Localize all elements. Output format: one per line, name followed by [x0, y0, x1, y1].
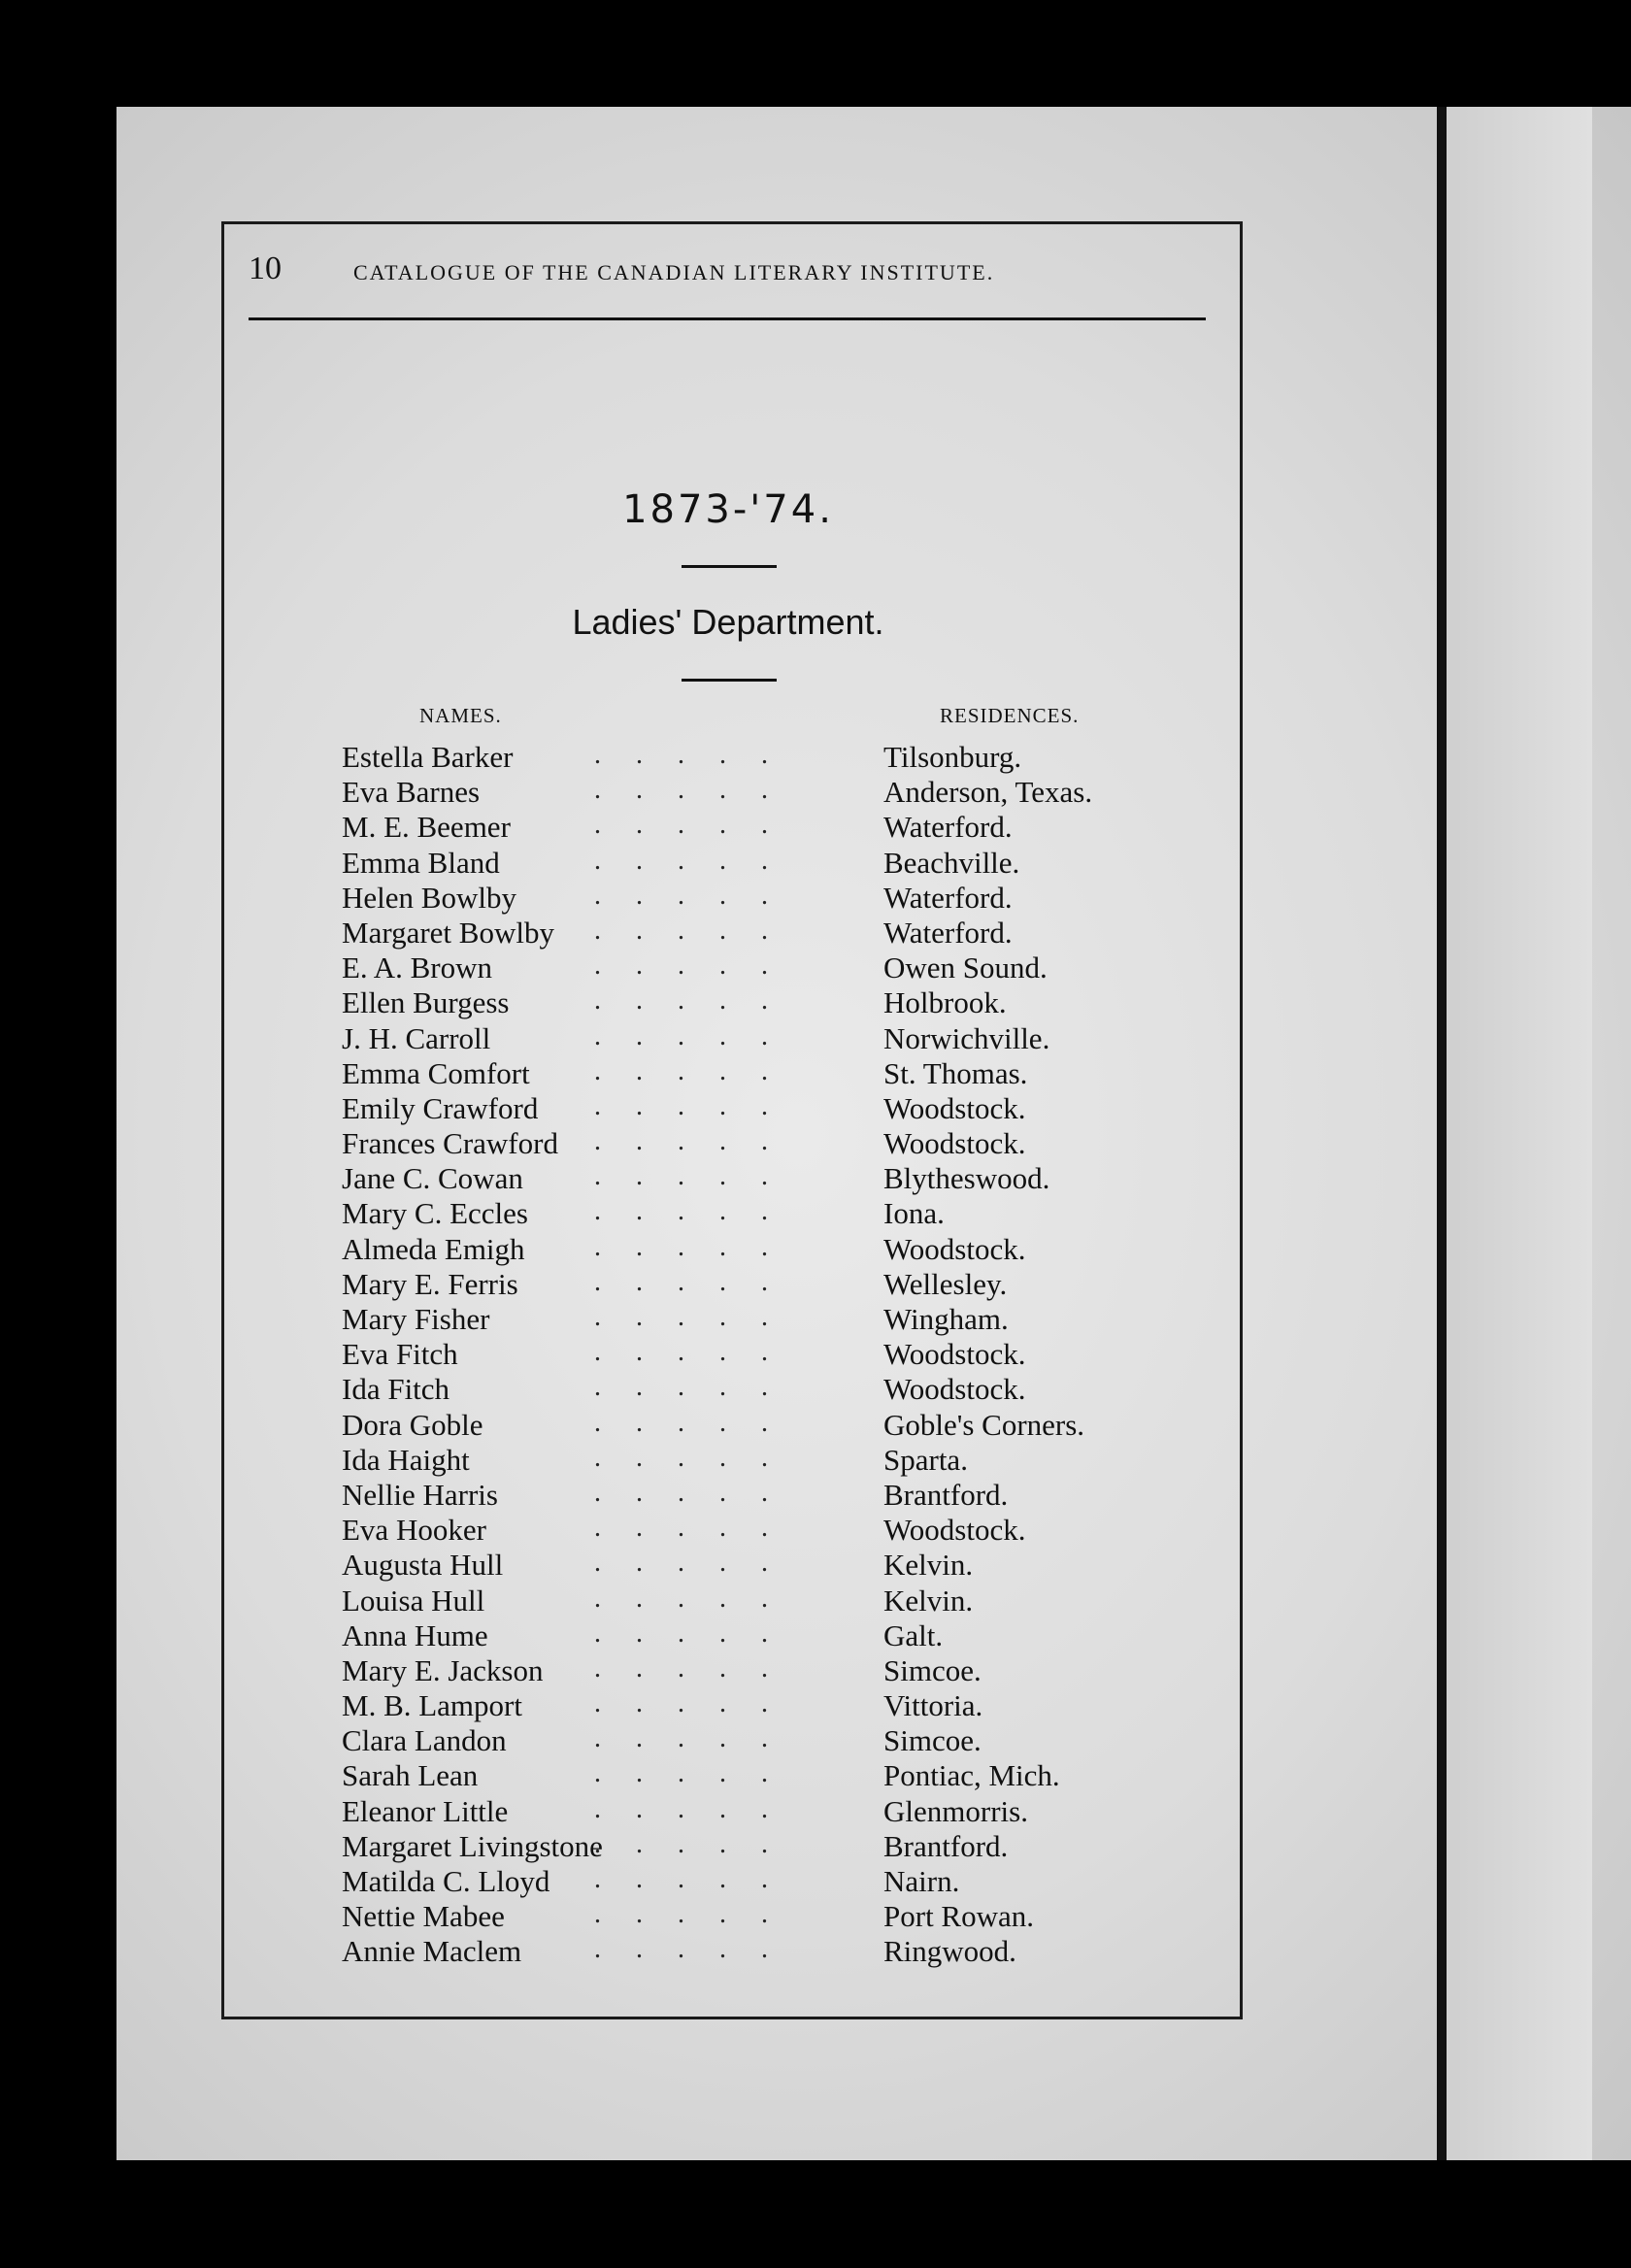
leader-dots: ..... — [594, 1442, 803, 1473]
student-residence: St. Thomas. — [883, 1055, 1028, 1090]
student-residence: Kelvin. — [883, 1583, 974, 1618]
student-residence: Nairn. — [883, 1864, 960, 1898]
student-residence: Wingham. — [883, 1302, 1009, 1336]
list-item — [342, 1829, 1177, 1864]
leader-dots: ..... — [594, 1407, 803, 1438]
column-header-names: NAMES. — [419, 704, 502, 727]
leader-dots: ..... — [594, 1688, 803, 1719]
leader-dots: ..... — [594, 1828, 803, 1859]
leader-dots: ..... — [594, 915, 803, 946]
leader-dots: ..... — [594, 1372, 803, 1403]
binding-fold — [1437, 107, 1447, 2160]
student-name: Eva Fitch — [342, 1337, 458, 1372]
leader-dots: ..... — [594, 1161, 803, 1192]
running-header — [249, 250, 1210, 289]
leader-dots: ..... — [594, 951, 803, 982]
student-name: Matilda C. Lloyd — [342, 1864, 550, 1898]
list-item — [342, 1408, 1177, 1443]
list-item — [342, 1056, 1177, 1091]
list-item — [342, 1478, 1177, 1513]
student-name: M. B. Lamport — [342, 1688, 522, 1723]
list-item — [342, 810, 1177, 845]
student-name: Eva Hooker — [342, 1513, 486, 1548]
student-residence: Goble's Corners. — [883, 1407, 1085, 1442]
leader-dots: ..... — [594, 845, 803, 876]
student-name: Clara Landon — [342, 1723, 507, 1758]
leader-dots: ..... — [594, 880, 803, 911]
leader-dots: ..... — [594, 1126, 803, 1157]
leader-dots: ..... — [594, 1231, 803, 1262]
list-item — [342, 1653, 1177, 1688]
student-name: Ida Fitch — [342, 1372, 450, 1407]
list-item — [342, 1584, 1177, 1618]
student-name: Ellen Burgess — [342, 985, 510, 1020]
student-residence: Sparta. — [883, 1442, 968, 1477]
student-residence: Vittoria. — [883, 1688, 983, 1723]
list-item — [342, 1161, 1177, 1196]
list-item — [342, 1513, 1177, 1548]
student-name: Margaret Livingstone — [342, 1828, 603, 1863]
leader-dots: ..... — [594, 1723, 803, 1754]
leader-dots: ..... — [594, 1618, 803, 1649]
student-name: Jane C. Cowan — [342, 1161, 523, 1196]
leader-dots: ..... — [594, 1266, 803, 1297]
leader-dots: ..... — [594, 1583, 803, 1614]
student-residence: Brantford. — [883, 1828, 1009, 1863]
student-residence: Wellesley. — [883, 1266, 1008, 1301]
list-item — [342, 1021, 1177, 1056]
section-year: 1873-'74. — [622, 487, 834, 532]
student-residence: Tilsonburg. — [883, 740, 1022, 774]
student-residence: Anderson, Texas. — [883, 775, 1093, 810]
list-item — [342, 775, 1177, 810]
leader-dots: ..... — [594, 1302, 803, 1332]
list-item — [342, 1548, 1177, 1583]
header-rule — [249, 317, 1206, 320]
list-item — [342, 916, 1177, 951]
student-name: Emma Bland — [342, 845, 500, 880]
list-item — [342, 1267, 1177, 1302]
student-name: Louisa Hull — [342, 1583, 485, 1618]
list-item — [342, 846, 1177, 881]
column-header-residences: RESIDENCES. — [940, 704, 1080, 727]
leader-dots: ..... — [594, 740, 803, 770]
student-residence: Waterford. — [883, 880, 1013, 915]
list-item — [342, 1126, 1177, 1161]
student-name: Nellie Harris — [342, 1477, 498, 1512]
leader-dots: ..... — [594, 775, 803, 806]
list-item — [342, 1091, 1177, 1126]
leader-dots: ..... — [594, 1477, 803, 1508]
section-title: Ladies' Department. — [572, 602, 884, 642]
student-residence: Simcoe. — [883, 1652, 982, 1687]
list-item — [342, 1337, 1177, 1372]
student-name: Dora Goble — [342, 1407, 483, 1442]
student-name: Sarah Lean — [342, 1758, 479, 1793]
student-name: Margaret Bowlby — [342, 915, 554, 950]
year-rule — [682, 565, 777, 568]
student-name: Frances Crawford — [342, 1126, 558, 1161]
student-name: Emma Comfort — [342, 1055, 530, 1090]
student-name: Mary E. Ferris — [342, 1266, 518, 1301]
leader-dots: ..... — [594, 810, 803, 841]
student-name: Almeda Emigh — [342, 1231, 525, 1266]
student-residence: Woodstock. — [883, 1126, 1026, 1161]
list-item — [342, 1864, 1177, 1899]
leader-dots: ..... — [594, 1934, 803, 1965]
student-residence: Simcoe. — [883, 1723, 982, 1758]
running-title: CATALOGUE OF THE CANADIAN LITERARY INSTITUTE. — [353, 260, 995, 284]
student-name: Mary C. Eccles — [342, 1196, 528, 1231]
student-name: Mary E. Jackson — [342, 1652, 544, 1687]
student-name: Augusta Hull — [342, 1548, 504, 1583]
leader-dots: ..... — [594, 1055, 803, 1086]
student-residence: Waterford. — [883, 810, 1013, 845]
list-item — [342, 740, 1177, 775]
student-residence: Blytheswood. — [883, 1161, 1050, 1196]
title-rule — [682, 679, 777, 682]
student-residence: Beachville. — [883, 845, 1020, 880]
facing-page-edge — [1447, 107, 1592, 2160]
list-item — [342, 1899, 1177, 1934]
leader-dots: ..... — [594, 1548, 803, 1579]
leader-dots: ..... — [594, 1196, 803, 1227]
student-residence: Port Rowan. — [883, 1899, 1034, 1934]
student-residence: Owen Sound. — [883, 951, 1048, 985]
student-residence: Norwichville. — [883, 1020, 1050, 1055]
student-list — [342, 740, 1177, 1970]
student-name: Helen Bowlby — [342, 880, 516, 915]
student-name: Mary Fisher — [342, 1302, 490, 1336]
list-item — [342, 1302, 1177, 1337]
student-residence: Iona. — [883, 1196, 945, 1231]
leader-dots: ..... — [594, 1090, 803, 1121]
student-residence: Pontiac, Mich. — [883, 1758, 1060, 1793]
student-residence: Kelvin. — [883, 1548, 974, 1583]
list-item — [342, 1723, 1177, 1758]
student-name: Annie Maclem — [342, 1934, 522, 1969]
list-item — [342, 1758, 1177, 1793]
student-name: J. H. Carroll — [342, 1020, 491, 1055]
student-residence: Galt. — [883, 1618, 944, 1652]
leader-dots: ..... — [594, 1513, 803, 1544]
page-number: 10 — [249, 250, 282, 286]
student-name: M. E. Beemer — [342, 810, 511, 845]
student-name: E. A. Brown — [342, 951, 492, 985]
leader-dots: ..... — [594, 1864, 803, 1894]
list-item — [342, 951, 1177, 985]
student-residence: Holbrook. — [883, 985, 1007, 1020]
student-name: Emily Crawford — [342, 1090, 539, 1125]
leader-dots: ..... — [594, 1337, 803, 1368]
list-item — [342, 1618, 1177, 1653]
student-residence: Woodstock. — [883, 1337, 1026, 1372]
student-name: Estella Barker — [342, 740, 514, 774]
student-residence: Ringwood. — [883, 1934, 1016, 1969]
list-item — [342, 985, 1177, 1020]
student-name: Nettie Mabee — [342, 1899, 505, 1934]
student-residence: Woodstock. — [883, 1231, 1026, 1266]
student-name: Anna Hume — [342, 1618, 488, 1652]
list-item — [342, 1372, 1177, 1407]
student-name: Eva Barnes — [342, 775, 481, 810]
list-item — [342, 881, 1177, 916]
list-item — [342, 1688, 1177, 1723]
list-item — [342, 1934, 1177, 1969]
list-item — [342, 1196, 1177, 1231]
list-item — [342, 1443, 1177, 1478]
student-residence: Woodstock. — [883, 1513, 1026, 1548]
student-name: Ida Haight — [342, 1442, 470, 1477]
leader-dots: ..... — [594, 1758, 803, 1789]
student-residence: Woodstock. — [883, 1090, 1026, 1125]
student-residence: Waterford. — [883, 915, 1013, 950]
leader-dots: ..... — [594, 1793, 803, 1824]
leader-dots: ..... — [594, 1899, 803, 1930]
student-residence: Glenmorris. — [883, 1793, 1028, 1828]
student-name: Eleanor Little — [342, 1793, 509, 1828]
student-residence: Woodstock. — [883, 1372, 1026, 1407]
student-residence: Brantford. — [883, 1477, 1009, 1512]
leader-dots: ..... — [594, 985, 803, 1017]
leader-dots: ..... — [594, 1652, 803, 1684]
list-item — [342, 1232, 1177, 1267]
list-item — [342, 1794, 1177, 1829]
leader-dots: ..... — [594, 1020, 803, 1051]
